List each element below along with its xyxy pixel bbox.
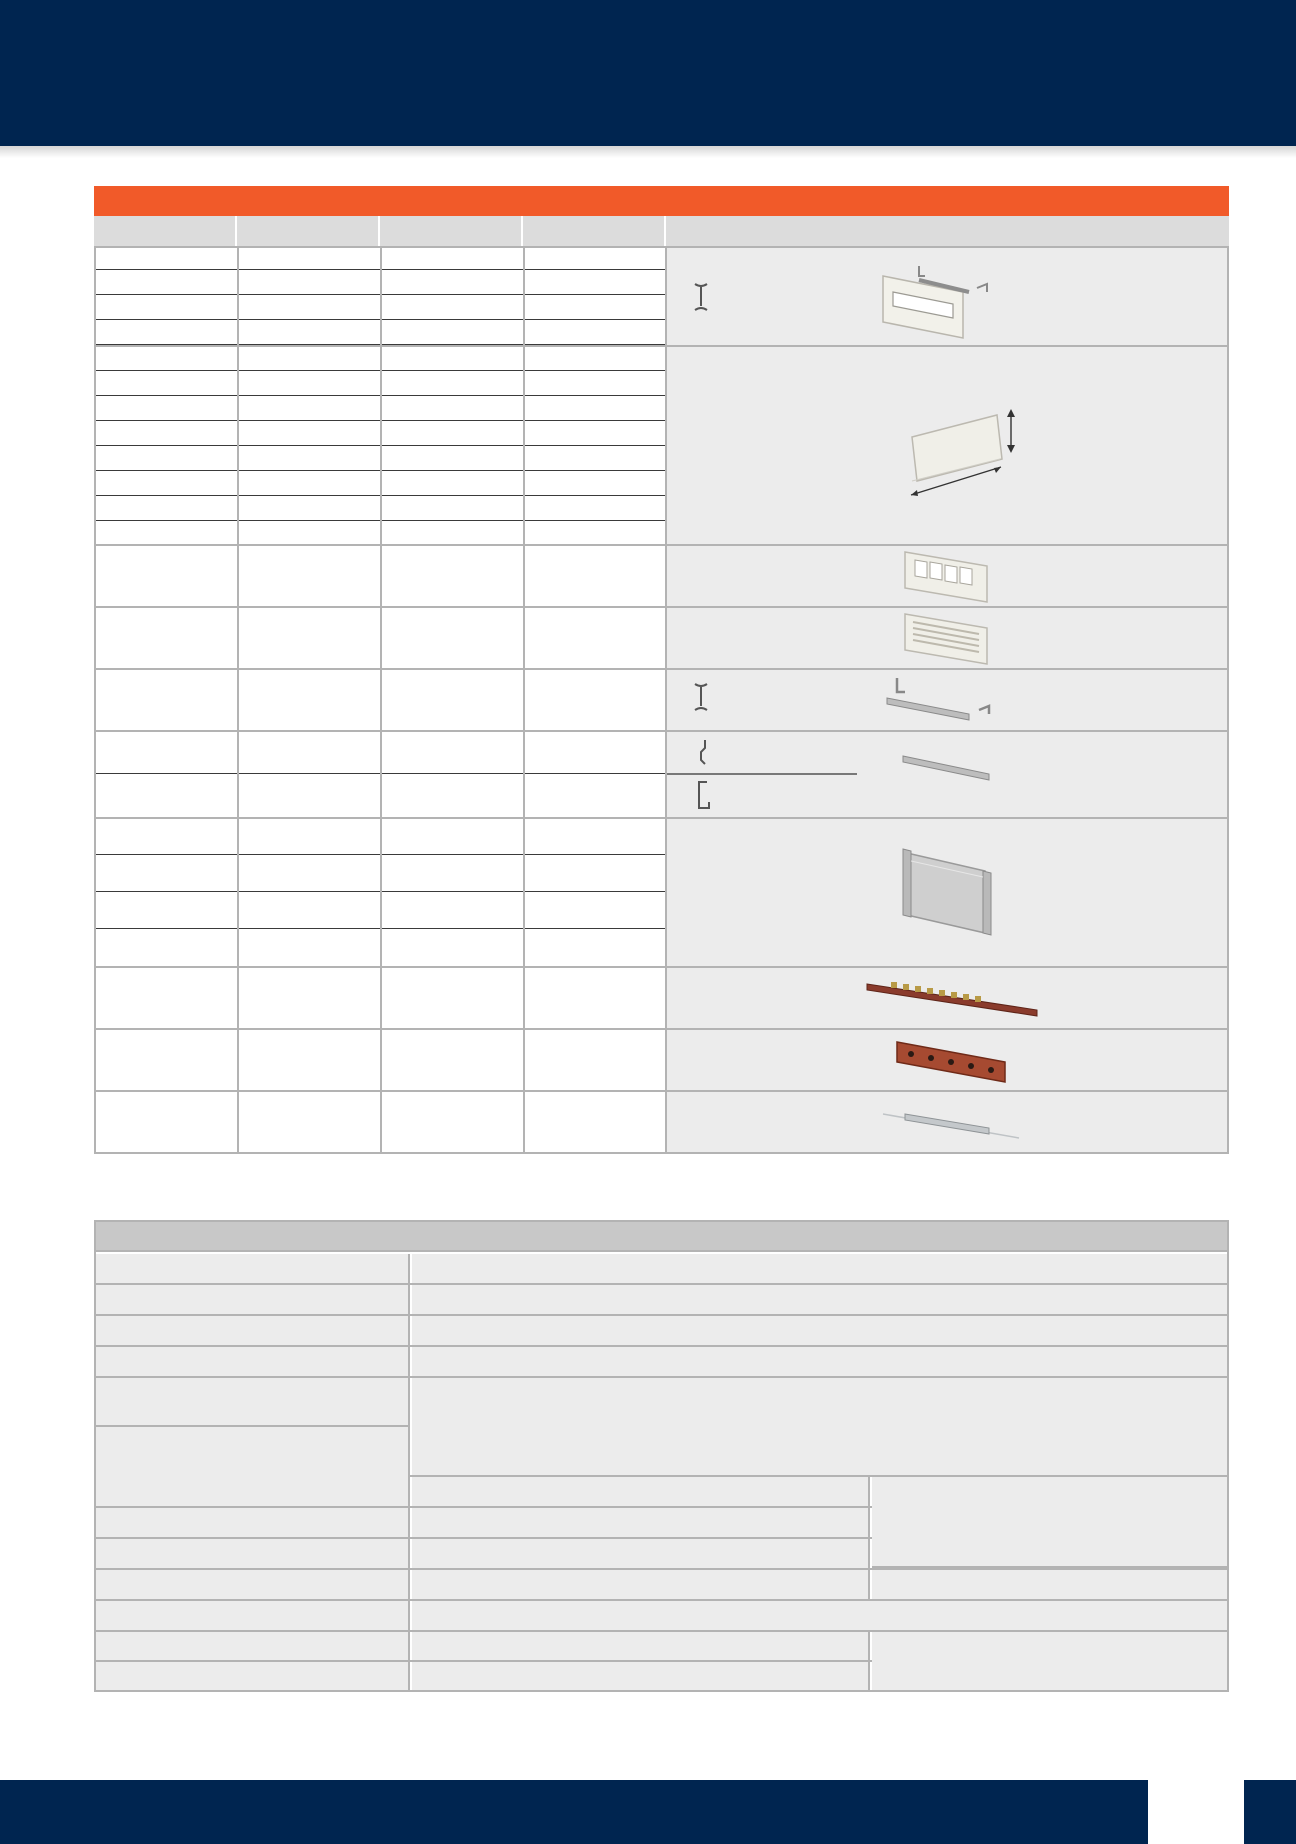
column-divider xyxy=(523,248,525,1152)
column-divider xyxy=(665,248,667,1152)
spec-value xyxy=(412,1508,870,1537)
row-divider xyxy=(96,730,1227,732)
vent-panel-illustration xyxy=(667,608,1227,668)
spec-row xyxy=(96,1316,1227,1347)
mounting-plate-illustration xyxy=(667,819,1227,966)
cover-plate-illustration xyxy=(667,248,1227,345)
spec-label xyxy=(96,1570,410,1599)
spec-label xyxy=(96,1316,410,1345)
column-divider xyxy=(237,248,239,1152)
header-shadow xyxy=(0,146,1296,158)
spec-row-tall xyxy=(96,1378,1227,1477)
spec-label xyxy=(96,1378,410,1427)
row-divider xyxy=(96,544,1227,546)
spec-value xyxy=(872,1570,1227,1599)
column-header-1 xyxy=(94,216,237,246)
spec-value xyxy=(412,1601,1227,1630)
image-cell-10 xyxy=(667,1092,1227,1152)
row-divider xyxy=(96,966,1227,968)
column-header-2 xyxy=(237,216,380,246)
spec-label xyxy=(96,1508,410,1537)
row-divider xyxy=(96,817,1227,819)
spec-value xyxy=(412,1662,870,1690)
image-cell-6 xyxy=(667,732,1227,817)
spec-value xyxy=(412,1347,1227,1376)
spec-merged-value xyxy=(872,1477,1227,1568)
spec-row xyxy=(96,1254,1227,1285)
footer-tab xyxy=(1244,1780,1296,1844)
image-cell-2 xyxy=(667,347,1227,544)
row-divider xyxy=(96,668,1227,670)
product-table-header xyxy=(94,216,1229,248)
row-divider xyxy=(96,1090,1227,1092)
spec-label xyxy=(96,1254,410,1283)
din-rail-illustration xyxy=(667,670,1227,730)
footer-band xyxy=(0,1780,1148,1844)
spec-value xyxy=(412,1539,870,1568)
image-cell-3 xyxy=(667,546,1227,606)
spec-value xyxy=(412,1378,1227,1475)
spec-value xyxy=(412,1570,870,1599)
product-table-body xyxy=(94,248,1229,1154)
modular-panel-illustration xyxy=(667,546,1227,606)
spec-label xyxy=(96,1427,410,1477)
column-header-3 xyxy=(380,216,523,246)
spec-label xyxy=(96,1285,410,1314)
spec-label xyxy=(96,1477,410,1506)
spec-value xyxy=(412,1632,870,1660)
column-divider xyxy=(380,248,382,1152)
spec-label xyxy=(96,1662,410,1690)
spec-row xyxy=(96,1285,1227,1316)
row-divider xyxy=(96,1028,1227,1030)
spec-label xyxy=(96,1539,410,1568)
rail-profile-illustration xyxy=(667,732,1227,817)
spec-row xyxy=(96,1601,1227,1632)
terminal-bar-illustration xyxy=(667,968,1227,1028)
header-band xyxy=(0,0,1296,146)
blank-panel-illustration xyxy=(667,347,1227,544)
image-cell-8 xyxy=(667,968,1227,1028)
image-cell-7 xyxy=(667,819,1227,966)
z-profile-icon xyxy=(701,740,705,764)
spec-table-header xyxy=(96,1222,1227,1252)
cover-plate-drawing xyxy=(883,266,987,338)
spec-value xyxy=(412,1285,1227,1314)
image-cell-9 xyxy=(667,1030,1227,1090)
product-table xyxy=(94,186,1229,1154)
spec-table xyxy=(94,1220,1229,1692)
spec-value xyxy=(412,1477,870,1506)
copper-busbar-illustration xyxy=(667,1030,1227,1090)
spec-label xyxy=(96,1347,410,1376)
i-profile-icon xyxy=(695,284,707,310)
spec-merged-value xyxy=(872,1632,1227,1690)
spec-row xyxy=(96,1347,1227,1378)
image-cell-4 xyxy=(667,608,1227,668)
row-divider xyxy=(96,345,1227,347)
galvanized-rail-illustration xyxy=(667,1092,1227,1152)
spec-label xyxy=(96,1601,410,1630)
product-table-title-bar xyxy=(94,186,1229,216)
row-divider xyxy=(96,606,1227,608)
page-number xyxy=(1148,1780,1244,1844)
spec-label xyxy=(96,1632,410,1660)
c-profile-icon xyxy=(699,782,709,808)
spec-value xyxy=(412,1316,1227,1345)
spec-value xyxy=(412,1254,1227,1283)
spec-row xyxy=(96,1570,1227,1601)
image-cell-1 xyxy=(667,248,1227,345)
image-cell-5 xyxy=(667,670,1227,730)
column-header-4 xyxy=(523,216,666,246)
i-profile-icon xyxy=(695,684,707,710)
